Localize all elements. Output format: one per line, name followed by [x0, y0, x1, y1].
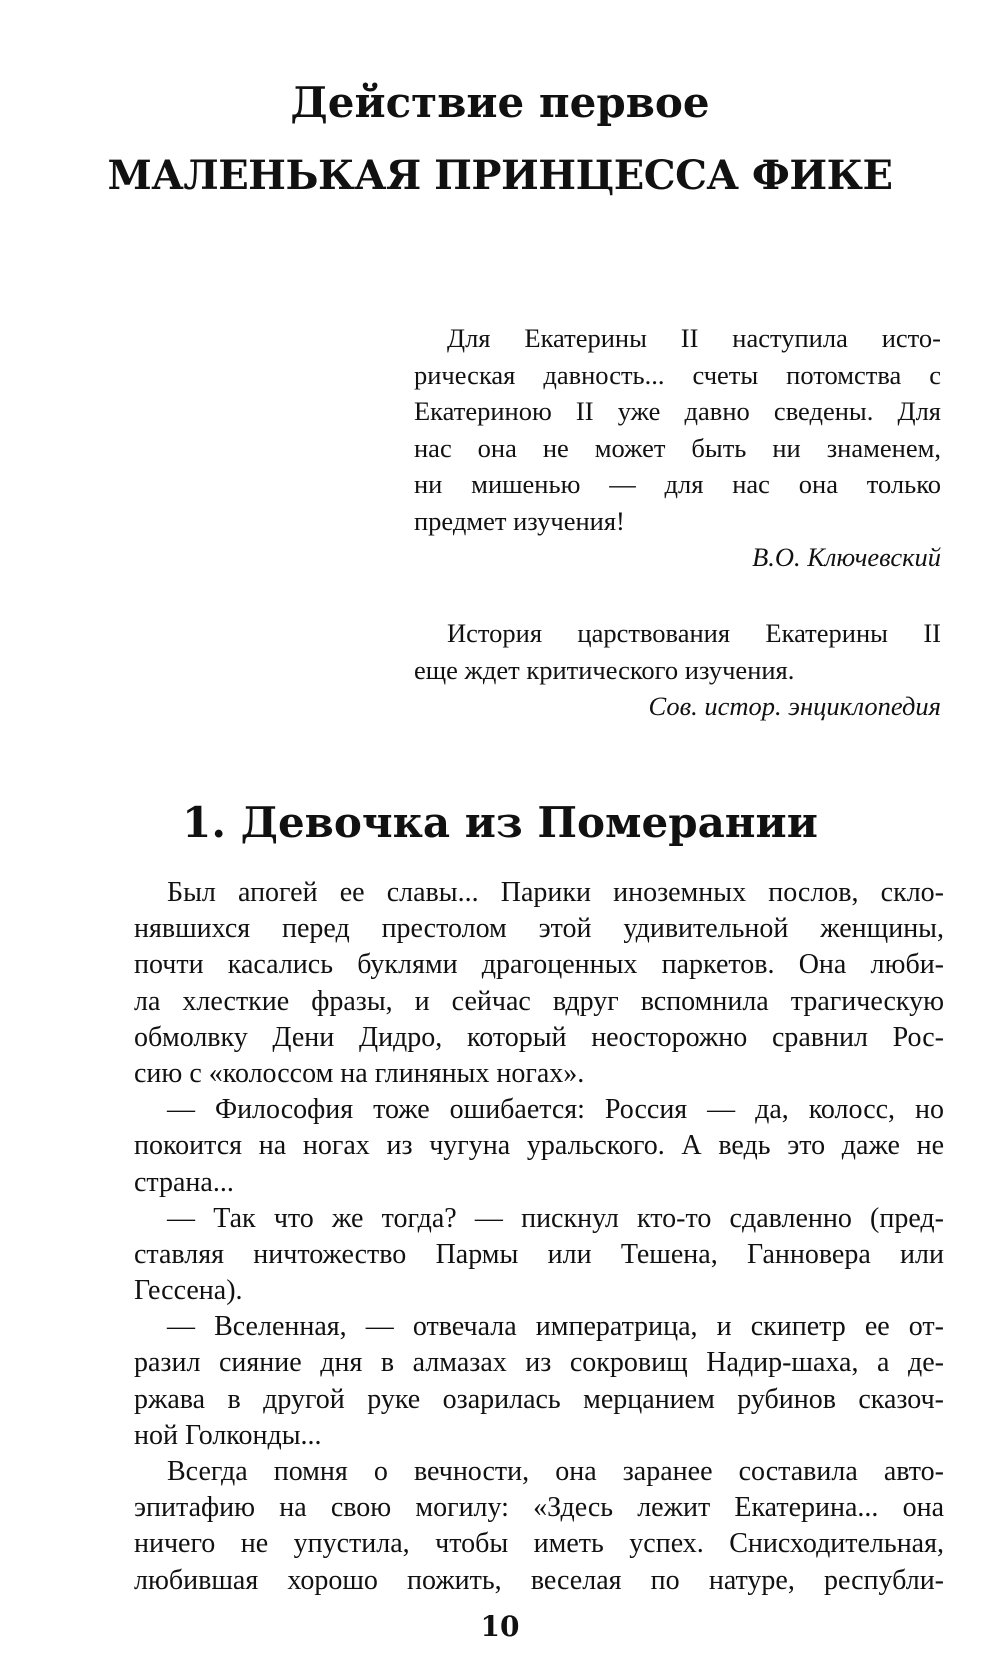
epigraph-line: История царствования Екатерины II: [447, 618, 941, 648]
paragraph-line: Всегда помня о вечности, она заранее составила авто-: [167, 1456, 944, 1487]
paragraph-line: — Так что же тогда? — пискнул кто-то сдавленно (пред-: [167, 1202, 944, 1234]
epigraph-2: [414, 615, 941, 725]
act-title: Действие первое: [290, 78, 710, 127]
paragraph-line: почти касались буклями драгоценных паркетов. Она люби-: [134, 949, 944, 981]
body-text: [134, 875, 944, 1599]
epigraph-author: Сов. истор. энциклопедия: [648, 691, 941, 721]
paragraph-line: разил сияние дня в алмазах из сокровищ Надир-шаха, а де-: [134, 1347, 944, 1379]
epigraph-line: ни мишенью — для нас она только: [414, 469, 941, 499]
paragraph-line: — Философия тоже ошибается: Россия — да, колосс, но: [167, 1094, 944, 1126]
paragraph-line: Гессена).: [134, 1275, 243, 1307]
paragraph-line: — Вселенная, — отвечала императрица, и скипетр ее от-: [167, 1311, 944, 1343]
paragraph-line: страна...: [134, 1166, 234, 1198]
act-subtitle: МАЛЕНЬКАЯ ПРИНЦЕССА ФИКЕ: [107, 152, 893, 199]
paragraph-line: Был апогей ее славы... Парики иноземных послов, скло-: [167, 877, 944, 908]
paragraph-line: сию с «колоссом на глиняных ногах».: [134, 1057, 585, 1089]
paragraph-line: ной Голконды...: [134, 1419, 322, 1451]
epigraph-author: В.О. Ключевский: [752, 542, 941, 572]
paragraph-line: обмолвку Дени Дидро, который неосторожно сравнил Рос-: [134, 1021, 944, 1053]
paragraph-line: ржава в другой руке озарилась мерцанием рубинов сказоч-: [134, 1383, 944, 1415]
epigraph-1: [414, 320, 941, 576]
chapter-heading: 1. Девочка из Померании: [182, 798, 818, 847]
epigraph-line: предмет изучения!: [414, 505, 625, 536]
epigraph-line: Для Екатерины II наступила исто-: [447, 323, 941, 353]
paragraph-line: нявшихся перед престолом этой удивительной женщины,: [134, 913, 944, 945]
paragraph-line: ставляя ничтожество Пармы или Тешена, Ганновера или: [134, 1238, 944, 1270]
paragraph-line: любившая хорошо пожить, веселая по натуре, республи-: [134, 1564, 944, 1596]
paragraph-line: эпитафию на свою могилу: «Здесь лежит Екатерина... она: [134, 1492, 944, 1524]
page-number: 10: [480, 1610, 520, 1643]
paragraph-line: ничего не упустила, чтобы иметь успех. Снисходительная,: [134, 1528, 944, 1560]
epigraph-line: Екатериною II уже давно сведены. Для: [414, 396, 941, 426]
paragraph-line: ла хлесткие фразы, и сейчас вдруг вспомнила трагическую: [134, 985, 944, 1017]
epigraph-line: нас она не может быть ни знаменем,: [414, 432, 941, 463]
epigraph-line: рическая давность... счеты потомства с: [414, 359, 941, 390]
epigraph-line: еще ждет критического изучения.: [414, 654, 795, 685]
paragraph-line: покоится на ногах из чугуна уральского. А ведь это даже не: [134, 1130, 944, 1162]
